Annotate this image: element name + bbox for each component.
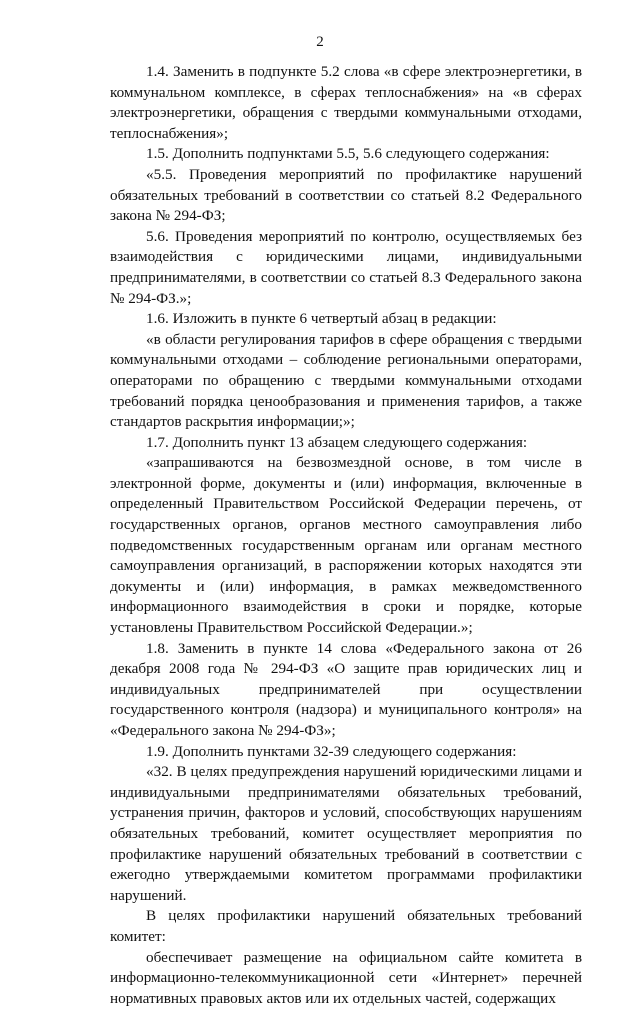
paragraph-1-7: 1.7. Дополнить пункт 13 абзацем следующего содержания: <box>146 433 528 451</box>
paragraph-5-5: «5.5. Проведения мероприятий по профилактике нарушений обязательных требований в соответствии со статьей 8.2 Федерального закона № 294-ФЗ; <box>110 165 582 225</box>
paragraph-5-6: 5.6. Проведения мероприятий по контролю, осуществляемых без взаимодействия с юридическими лицами, индивидуальными предпринимателями, в соответствии со статьей 8.3 Федерального закона № 294-ФЗ.»; <box>110 227 582 307</box>
paragraph-1-4: 1.4. Заменить в подпункте 5.2 слова «в сфере электроэнергетики, в коммунальном комплексе, в сферах теплоснабжения» на «в сферах электроэнергетики, обращения с твердыми коммунальными отходами, теплоснабжения»; <box>110 63 582 142</box>
paragraph-1-9: 1.9. Дополнить пунктами 32-39 следующего содержания: <box>146 742 517 760</box>
paragraph-tariff-quote: «в области регулирования тарифов в сфере обращения с твердыми коммунальными отходами – соблюдение региональными операторами, операторами по обращению с твердыми коммунальными отходами требований порядка ценообразования и применения тарифов, а также стандартов раскрытия информации;»; <box>110 330 582 431</box>
document-body <box>110 62 582 1009</box>
paragraph-1-8: 1.8. Заменить в пункте 14 слова «Федерального закона от 26 декабря 2008 года № 294-ФЗ «О защите прав юридических лиц и индивидуальных предпринимателей при осуществлении государственного контроля (надзора) и муниципального контроля» на «Федерального закона № 294-ФЗ»; <box>110 639 582 739</box>
paragraph-ensures: обеспечивает размещение на официальном сайте комитета в информационно-телекоммуникационной сети «Интернет» перечней нормативных правовых актов или их отдельных частей, содержащих <box>110 948 582 1007</box>
paragraph-prevention-intro: В целях профилактики нарушений обязательных требований комитет: <box>110 907 582 945</box>
paragraph-1-5: 1.5. Дополнить подпунктами 5.5, 5.6 следующего содержания: <box>146 145 550 163</box>
paragraph-32: «32. В целях предупреждения нарушений юридическими лицами и индивидуальными предпринимателями обязательных требований, устранения причин, факторов и условий, способствующих нарушениям обязательных требований, комитет осуществляет мероприятия по профилактике нарушений обязательных требований в соответствии с ежегодно утверждаемыми комитетом программами профилактики нарушений. <box>110 763 582 904</box>
paragraph-1-6: 1.6. Изложить в пункте 6 четвертый абзац в редакции: <box>146 310 497 328</box>
page-number: 2 <box>316 34 324 50</box>
paragraph-request-quote: «запрашиваются на безвозмездной основе, в том числе в электронной форме, документы и (или) информация, включенные в определенный Правительством Российской Федерации перечень, от государственных органов, органов местного самоуправления либо подведомственных государственным органам или органам местного самоуправления организаций, в распоряжении которых находятся эти документы и (или) информация, в рамках межведомственного информационного взаимодействия в сроки и порядке, которые установлены Правительством Российской Федерации.»; <box>110 454 582 637</box>
